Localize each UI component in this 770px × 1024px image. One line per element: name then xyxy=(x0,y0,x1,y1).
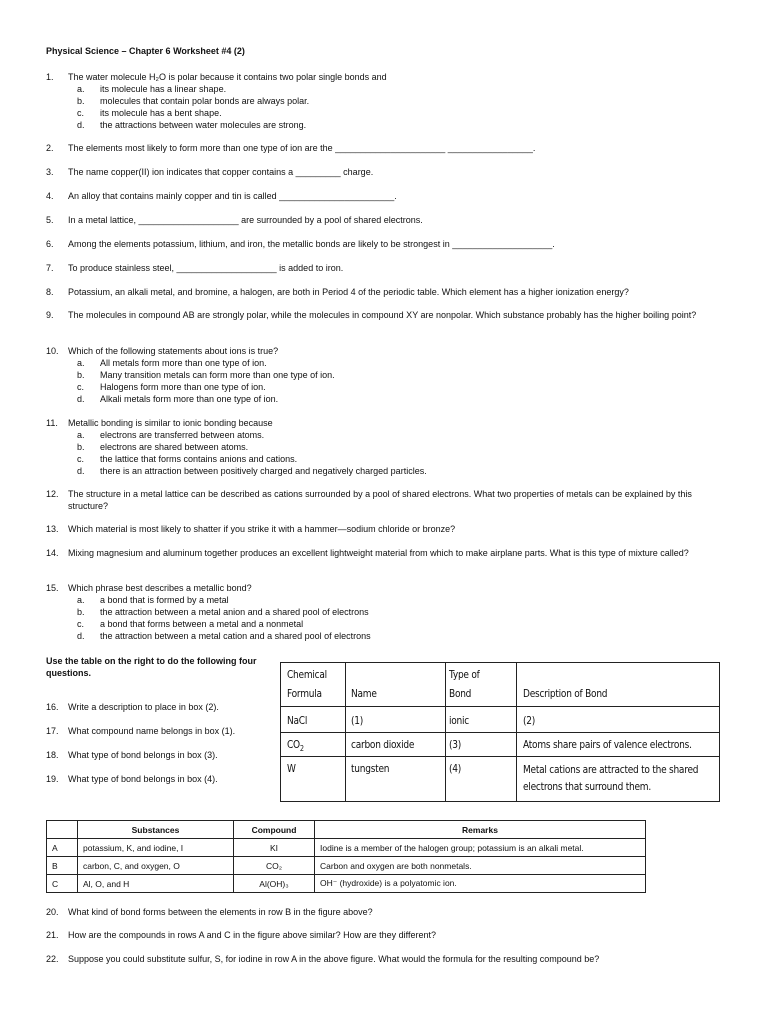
formula-cell xyxy=(287,738,304,753)
option-letter: a. xyxy=(77,595,85,605)
question-text: The name copper(II) ion indicates that copper contains a _________ charge. xyxy=(68,167,374,177)
option-letter: d. xyxy=(77,120,85,130)
option-text: molecules that contain polar bonds are always polar. xyxy=(100,96,310,106)
question-number: 16. xyxy=(46,702,59,712)
substances-cell: potassium, K, and iodine, I xyxy=(78,839,234,857)
name-cell: tungsten xyxy=(351,762,390,775)
option-letter: c. xyxy=(77,108,85,118)
question-number: 4. xyxy=(46,191,54,201)
option-text: Halogens form more than one type of ion. xyxy=(100,382,266,392)
header-name: Name xyxy=(351,687,377,700)
compound-cell: Al(OH)₃ xyxy=(234,875,315,893)
type-cell: (3) xyxy=(449,738,462,751)
question-text: An alloy that contains mainly copper and tin is called _______________________. xyxy=(68,191,397,201)
remarks-cell: Carbon and oxygen are both nonmetals. xyxy=(315,857,646,875)
question-text: What kind of bond forms between the elements in row B in the figure above? xyxy=(68,907,373,917)
formula-subscript: 2 xyxy=(299,744,304,754)
option-text: the lattice that forms contains anions and cations. xyxy=(100,454,298,464)
option-letter: b. xyxy=(77,442,85,452)
question-number: 10. xyxy=(46,346,59,356)
question-text: What compound name belongs in box (1). xyxy=(68,726,236,736)
question-number: 11. xyxy=(46,418,58,428)
row-divider xyxy=(281,706,719,707)
option-text: electrons are shared between atoms. xyxy=(100,442,249,452)
header-cell: Remarks xyxy=(315,821,646,839)
description-cell: (2) xyxy=(523,714,536,727)
question-number: 22. xyxy=(46,954,59,964)
table-row xyxy=(47,875,646,893)
option-text: a bond that forms between a metal and a nonmetal xyxy=(100,619,304,629)
description-cell: Atoms share pairs of valence electrons. xyxy=(523,738,692,751)
header-type-line1: Type of xyxy=(449,668,480,681)
header-type-line2: Bond xyxy=(449,687,472,700)
question-text: What type of bond belongs in box (4). xyxy=(68,774,218,784)
question-number: 15. xyxy=(46,583,59,593)
question-text: To produce stainless steel, ____________________ is added to iron. xyxy=(68,263,344,273)
option-text: its molecule has a linear shape. xyxy=(100,84,227,94)
table-instructions: Use the table on the right to do the following four questions. xyxy=(46,656,257,678)
question-number: 21. xyxy=(46,930,59,940)
worksheet-title: Physical Science – Chapter 6 Worksheet #4 (2) xyxy=(46,46,245,56)
header-formula-line2: Formula xyxy=(287,687,322,700)
description-cell-line2: electrons that surround them. xyxy=(523,780,651,793)
option-letter: c. xyxy=(77,382,85,392)
row-label: B xyxy=(47,857,78,875)
question-number: 6. xyxy=(46,239,54,249)
option-text: a bond that is formed by a metal xyxy=(100,595,229,605)
column-divider xyxy=(445,663,446,801)
question-text: Potassium, an alkali metal, and bromine, a halogen, are both in Period 4 of the periodic table. Which element has a higher ionization energy? xyxy=(68,287,629,297)
option-letter: a. xyxy=(77,84,85,94)
formula-cell: W xyxy=(287,762,296,775)
option-text: there is an attraction between positively charged and negatively charged particles. xyxy=(100,466,427,476)
question-text: The molecules in compound AB are strongly polar, while the molecules in compound XY are nonpolar. Which substance probably has the higher boiling point? xyxy=(68,310,697,320)
question-1 xyxy=(46,71,726,133)
option-letter: d. xyxy=(77,394,85,404)
option-text: Many transition metals can form more than one type of ion. xyxy=(100,370,335,380)
question-number: 9. xyxy=(46,310,54,320)
question-text: The elements most likely to form more than one type of ion are the ______________________ _________________. xyxy=(68,143,536,153)
substances-cell: Al, O, and H xyxy=(78,875,234,893)
type-cell: (4) xyxy=(449,762,462,775)
table-header-row xyxy=(47,821,646,839)
question-number: 1. xyxy=(46,72,54,82)
remarks-cell: OH⁻ (hydroxide) is a polyatomic ion. xyxy=(315,875,646,893)
option-letter: a. xyxy=(77,358,85,368)
option-letter: c. xyxy=(77,454,85,464)
compound-cell: CO₂ xyxy=(234,857,315,875)
row-label: A xyxy=(47,839,78,857)
header-cell: Compound xyxy=(234,821,315,839)
table-row xyxy=(47,857,646,875)
header-description: Description of Bond xyxy=(523,687,608,700)
formula-text: CO xyxy=(287,738,300,751)
remarks-cell: Iodine is a member of the halogen group; potassium is an alkali metal. xyxy=(315,839,646,857)
question-number: 14. xyxy=(46,548,59,558)
question-number: 18. xyxy=(46,750,59,760)
question-text: How are the compounds in rows A and C in the figure above similar? How are they different? xyxy=(68,930,437,940)
question-text: The structure in a metal lattice can be described as cations surrounded by a pool of shared electrons. What two properties of metals can be explained by this structure? xyxy=(68,489,692,511)
question-text: Which of the following statements about ions is true? xyxy=(68,346,279,356)
question-text: The water molecule H₂O is polar because it contains two polar single bonds and xyxy=(68,72,387,82)
option-letter: b. xyxy=(77,607,85,617)
option-letter: a. xyxy=(77,430,85,440)
question-number: 8. xyxy=(46,287,54,297)
question-number: 3. xyxy=(46,167,54,177)
substances-table xyxy=(46,820,646,893)
row-divider xyxy=(281,732,719,733)
option-letter: d. xyxy=(77,466,85,476)
option-text: electrons are transferred between atoms. xyxy=(100,430,265,440)
option-text: the attractions between water molecules are strong. xyxy=(100,120,307,130)
option-text: the attraction between a metal cation and a shared pool of electrons xyxy=(100,631,371,641)
option-letter: b. xyxy=(77,96,85,106)
option-text: the attraction between a metal anion and a shared pool of electrons xyxy=(100,607,369,617)
question-text: Among the elements potassium, lithium, and iron, the metallic bonds are likely to be strongest in ____________________. xyxy=(68,239,555,249)
option-letter: d. xyxy=(77,631,85,641)
question-number: 2. xyxy=(46,143,54,153)
option-letter: c. xyxy=(77,619,85,629)
name-cell: carbon dioxide xyxy=(351,738,415,751)
header-cell: Substances xyxy=(78,821,234,839)
option-text: its molecule has a bent shape. xyxy=(100,108,222,118)
formula-cell: NaCl xyxy=(287,714,308,727)
question-text: Which phrase best describes a metallic bond? xyxy=(68,583,252,593)
column-divider xyxy=(516,663,517,801)
question-number: 7. xyxy=(46,263,54,273)
column-divider xyxy=(345,663,346,801)
compound-cell: KI xyxy=(234,839,315,857)
question-number: 17. xyxy=(46,726,59,736)
question-number: 12. xyxy=(46,489,59,499)
table-row xyxy=(47,839,646,857)
description-cell-line1: Metal cations are attracted to the shared xyxy=(523,763,699,776)
question-text: Metallic bonding is similar to ionic bonding because xyxy=(68,418,273,428)
question-text: What type of bond belongs in box (3). xyxy=(68,750,218,760)
question-text: In a metal lattice, ____________________ are surrounded by a pool of shared electrons. xyxy=(68,215,423,225)
header-cell xyxy=(47,821,78,839)
question-number: 5. xyxy=(46,215,54,225)
question-number: 19. xyxy=(46,774,59,784)
header-formula-line1: Chemical xyxy=(287,668,327,681)
row-divider xyxy=(281,756,719,757)
substances-cell: carbon, C, and oxygen, O xyxy=(78,857,234,875)
question-number: 20. xyxy=(46,907,59,917)
question-text: Which material is most likely to shatter if you strike it with a hammer—sodium chloride or bronze? xyxy=(68,524,456,534)
option-text: Alkali metals form more than one type of ion. xyxy=(100,394,279,404)
chemical-bond-table xyxy=(280,662,720,802)
option-text: All metals form more than one type of ion. xyxy=(100,358,267,368)
type-cell: ionic xyxy=(449,714,469,727)
option-letter: b. xyxy=(77,370,85,380)
question-text: Mixing magnesium and aluminum together produces an excellent lightweight material from which to make airplane parts. What is this type of mixture called? xyxy=(68,548,689,558)
question-text: Write a description to place in box (2). xyxy=(68,702,219,712)
question-text: Suppose you could substitute sulfur, S, for iodine in row A in the above figure. What would the formula for the resulting compound be? xyxy=(68,954,600,964)
question-number: 13. xyxy=(46,524,59,534)
name-cell: (1) xyxy=(351,714,364,727)
row-label: C xyxy=(47,875,78,893)
